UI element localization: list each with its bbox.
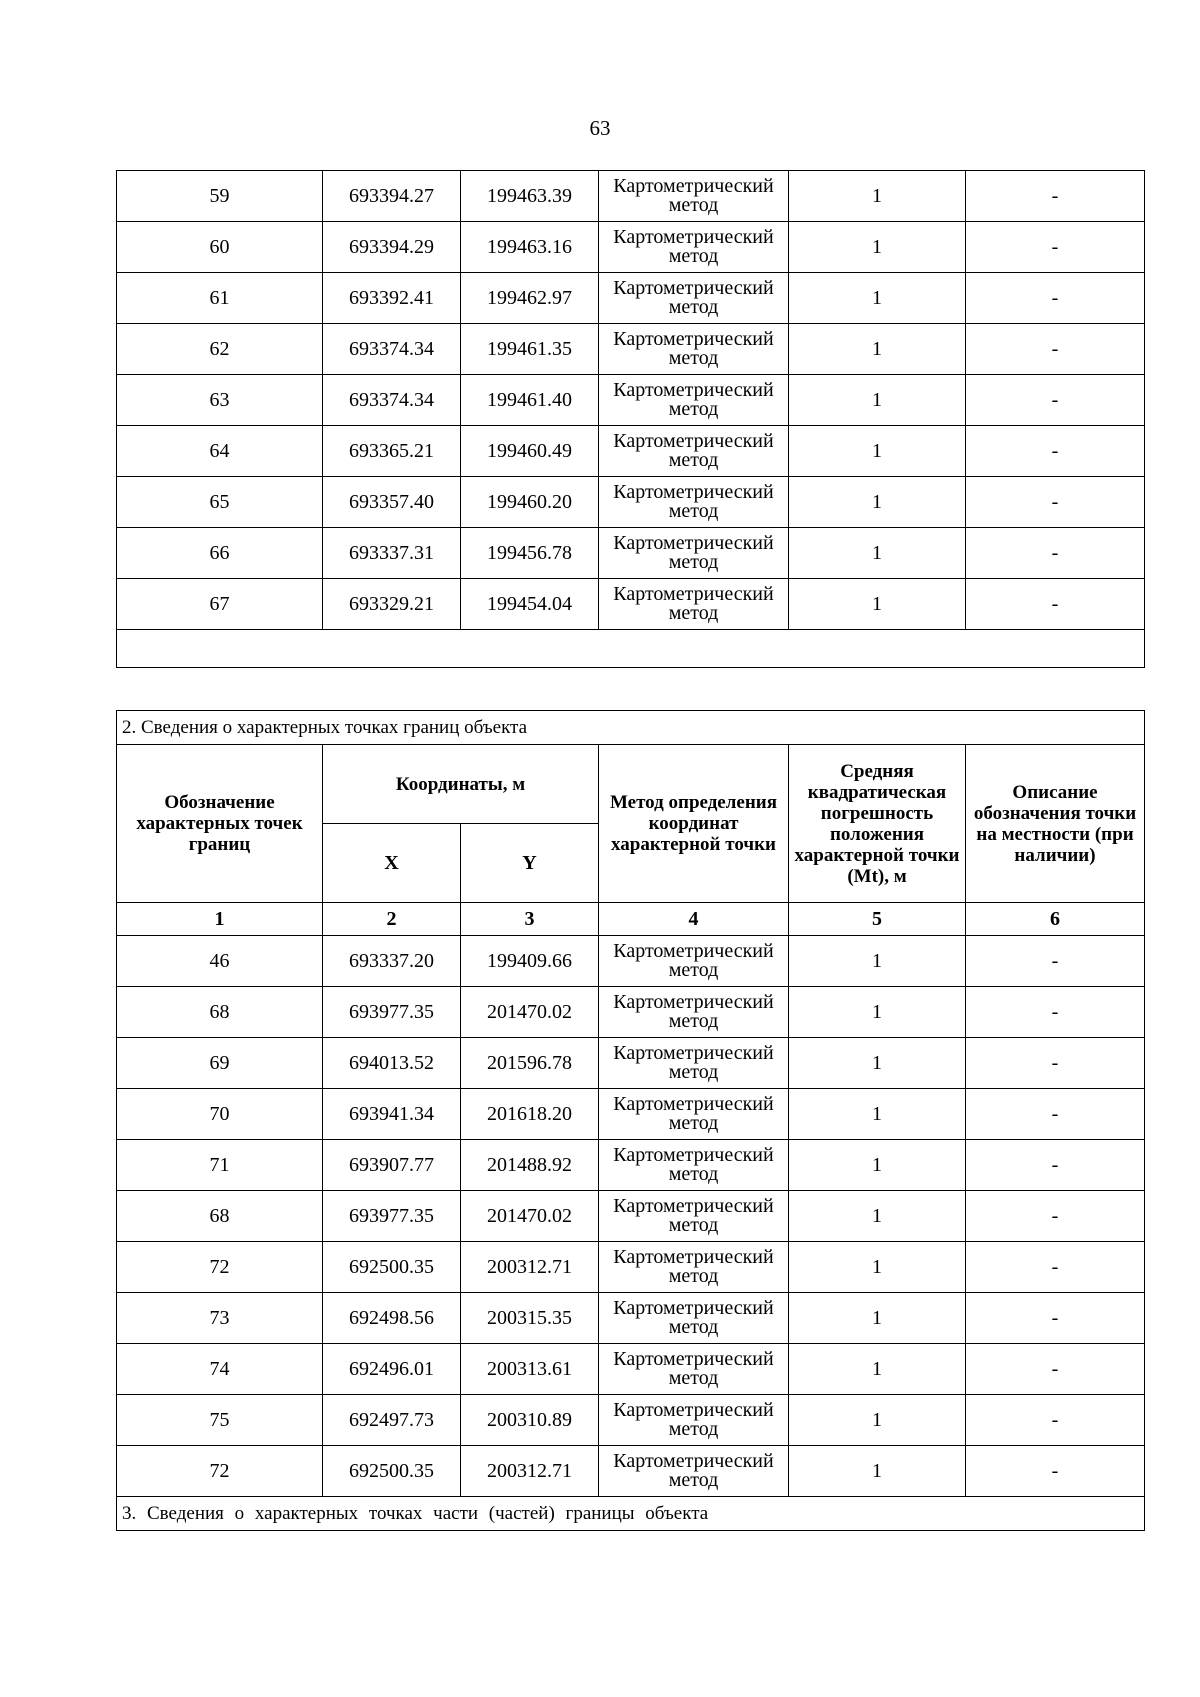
accuracy-cell: 1 [789,375,966,426]
description-cell: - [966,375,1145,426]
y-coordinate-cell: 199463.39 [461,171,599,222]
method-cell: Картометрический метод [599,1344,789,1395]
x-coordinate-cell: 693329.21 [323,579,461,630]
accuracy-cell: 1 [789,426,966,477]
x-coordinate-cell: 692497.73 [323,1395,461,1446]
table-row [117,1140,1145,1191]
y-coordinate-cell: 199462.97 [461,273,599,324]
description-cell: - [966,1038,1145,1089]
column-number: 1 [117,903,323,936]
accuracy-cell: 1 [789,171,966,222]
point-id-cell: 66 [117,528,323,579]
description-cell: - [966,1446,1145,1497]
method-cell: Картометрический метод [599,477,789,528]
point-id-cell: 62 [117,324,323,375]
boundary-points-table-body [117,936,1145,1497]
description-cell: - [966,324,1145,375]
table-row [117,426,1145,477]
method-cell: Картометрический метод [599,273,789,324]
accuracy-cell: 1 [789,1089,966,1140]
description-cell: - [966,426,1145,477]
table-row [117,1191,1145,1242]
header-accuracy: Средняя квадратическая погрешность положения характерной точки (Mt), м [789,745,966,903]
x-coordinate-cell: 693907.77 [323,1140,461,1191]
table-row [117,936,1145,987]
point-id-cell: 69 [117,1038,323,1089]
table-row [117,324,1145,375]
point-id-cell: 63 [117,375,323,426]
y-coordinate-cell: 199456.78 [461,528,599,579]
accuracy-cell: 1 [789,1242,966,1293]
header-method: Метод определения координат характерной точки [599,745,789,903]
description-cell: - [966,477,1145,528]
column-number: 2 [323,903,461,936]
y-coordinate-cell: 200310.89 [461,1395,599,1446]
x-coordinate-cell: 693977.35 [323,1191,461,1242]
y-coordinate-cell: 200312.71 [461,1242,599,1293]
accuracy-cell: 1 [789,936,966,987]
method-cell: Картометрический метод [599,1293,789,1344]
table-row [117,1089,1145,1140]
point-id-cell: 71 [117,1140,323,1191]
points-table-continued-body [117,171,1145,630]
table-row [117,222,1145,273]
method-cell: Картометрический метод [599,222,789,273]
point-id-cell: 68 [117,987,323,1038]
x-coordinate-cell: 693337.20 [323,936,461,987]
page-number: 63 [589,116,611,140]
point-id-cell: 46 [117,936,323,987]
method-cell: Картометрический метод [599,1089,789,1140]
accuracy-cell: 1 [789,528,966,579]
description-cell: - [966,1395,1145,1446]
description-cell: - [966,171,1145,222]
point-id-cell: 61 [117,273,323,324]
method-cell: Картометрический метод [599,426,789,477]
header-point-designation: Обозначение характерных точек границ [117,745,323,903]
y-coordinate-cell: 199461.35 [461,324,599,375]
footer-section-title: 3. Сведения о характерных точках части (частей) границы объекта [117,1497,1145,1531]
table-row [117,171,1145,222]
header-description: Описание обозначения точки на местности (при наличии) [966,745,1145,903]
table-row [117,1446,1145,1497]
method-cell: Картометрический метод [599,579,789,630]
accuracy-cell: 1 [789,477,966,528]
description-cell: - [966,1191,1145,1242]
table-row [117,375,1145,426]
column-numbers-row [117,903,1145,936]
method-cell: Картометрический метод [599,987,789,1038]
accuracy-cell: 1 [789,987,966,1038]
accuracy-cell: 1 [789,273,966,324]
method-cell: Картометрический метод [599,1191,789,1242]
column-number: 4 [599,903,789,936]
point-id-cell: 73 [117,1293,323,1344]
description-cell: - [966,987,1145,1038]
x-coordinate-cell: 693392.41 [323,273,461,324]
description-cell: - [966,1293,1145,1344]
description-cell: - [966,1344,1145,1395]
x-coordinate-cell: 694013.52 [323,1038,461,1089]
method-cell: Картометрический метод [599,1446,789,1497]
accuracy-cell: 1 [789,1191,966,1242]
x-coordinate-cell: 693337.31 [323,528,461,579]
y-coordinate-cell: 200313.61 [461,1344,599,1395]
x-coordinate-cell: 693374.34 [323,375,461,426]
description-cell: - [966,222,1145,273]
description-cell: - [966,579,1145,630]
section-title: 2. Сведения о характерных точках границ объекта [117,711,1145,745]
accuracy-cell: 1 [789,1344,966,1395]
point-id-cell: 65 [117,477,323,528]
method-cell: Картометрический метод [599,1140,789,1191]
point-id-cell: 72 [117,1446,323,1497]
y-coordinate-cell: 201488.92 [461,1140,599,1191]
accuracy-cell: 1 [789,579,966,630]
boundary-points-table [116,710,1145,1531]
table-row [117,1344,1145,1395]
x-coordinate-cell: 693977.35 [323,987,461,1038]
y-coordinate-cell: 199460.20 [461,477,599,528]
accuracy-cell: 1 [789,1038,966,1089]
description-cell: - [966,1089,1145,1140]
x-coordinate-cell: 693941.34 [323,1089,461,1140]
point-id-cell: 59 [117,171,323,222]
table-row [117,273,1145,324]
method-cell: Картометрический метод [599,324,789,375]
method-cell: Картометрический метод [599,171,789,222]
header-y: Y [461,824,599,903]
method-cell: Картометрический метод [599,1395,789,1446]
point-id-cell: 72 [117,1242,323,1293]
y-coordinate-cell: 200315.35 [461,1293,599,1344]
method-cell: Картометрический метод [599,375,789,426]
description-cell: - [966,273,1145,324]
description-cell: - [966,1140,1145,1191]
y-coordinate-cell: 199454.04 [461,579,599,630]
y-coordinate-cell: 201596.78 [461,1038,599,1089]
table-row [117,477,1145,528]
x-coordinate-cell: 692500.35 [323,1242,461,1293]
accuracy-cell: 1 [789,1140,966,1191]
description-cell: - [966,1242,1145,1293]
accuracy-cell: 1 [789,324,966,375]
point-id-cell: 70 [117,1089,323,1140]
y-coordinate-cell: 201470.02 [461,1191,599,1242]
description-cell: - [966,528,1145,579]
point-id-cell: 68 [117,1191,323,1242]
column-number: 5 [789,903,966,936]
x-coordinate-cell: 693365.21 [323,426,461,477]
accuracy-cell: 1 [789,1446,966,1497]
table-row [117,528,1145,579]
point-id-cell: 74 [117,1344,323,1395]
table-row [117,1242,1145,1293]
column-number: 3 [461,903,599,936]
y-coordinate-cell: 200312.71 [461,1446,599,1497]
method-cell: Картометрический метод [599,528,789,579]
y-coordinate-cell: 199409.66 [461,936,599,987]
accuracy-cell: 1 [789,1395,966,1446]
x-coordinate-cell: 693394.27 [323,171,461,222]
column-number: 6 [966,903,1145,936]
y-coordinate-cell: 199460.49 [461,426,599,477]
y-coordinate-cell: 201470.02 [461,987,599,1038]
empty-row [117,630,1145,668]
header-x: X [323,824,461,903]
y-coordinate-cell: 199461.40 [461,375,599,426]
empty-cell [117,630,1145,668]
x-coordinate-cell: 692500.35 [323,1446,461,1497]
table-row [117,1293,1145,1344]
y-coordinate-cell: 201618.20 [461,1089,599,1140]
method-cell: Картометрический метод [599,1242,789,1293]
y-coordinate-cell: 199463.16 [461,222,599,273]
x-coordinate-cell: 692496.01 [323,1344,461,1395]
x-coordinate-cell: 693394.29 [323,222,461,273]
description-cell: - [966,936,1145,987]
accuracy-cell: 1 [789,1293,966,1344]
table-row [117,579,1145,630]
table-row [117,1395,1145,1446]
point-id-cell: 60 [117,222,323,273]
table-row [117,987,1145,1038]
header-coordinates: Координаты, м [323,745,599,824]
table-row [117,1038,1145,1089]
method-cell: Картометрический метод [599,1038,789,1089]
point-id-cell: 67 [117,579,323,630]
point-id-cell: 64 [117,426,323,477]
method-cell: Картометрический метод [599,936,789,987]
x-coordinate-cell: 693357.40 [323,477,461,528]
point-id-cell: 75 [117,1395,323,1446]
x-coordinate-cell: 692498.56 [323,1293,461,1344]
points-table-continued [116,170,1145,668]
x-coordinate-cell: 693374.34 [323,324,461,375]
accuracy-cell: 1 [789,222,966,273]
